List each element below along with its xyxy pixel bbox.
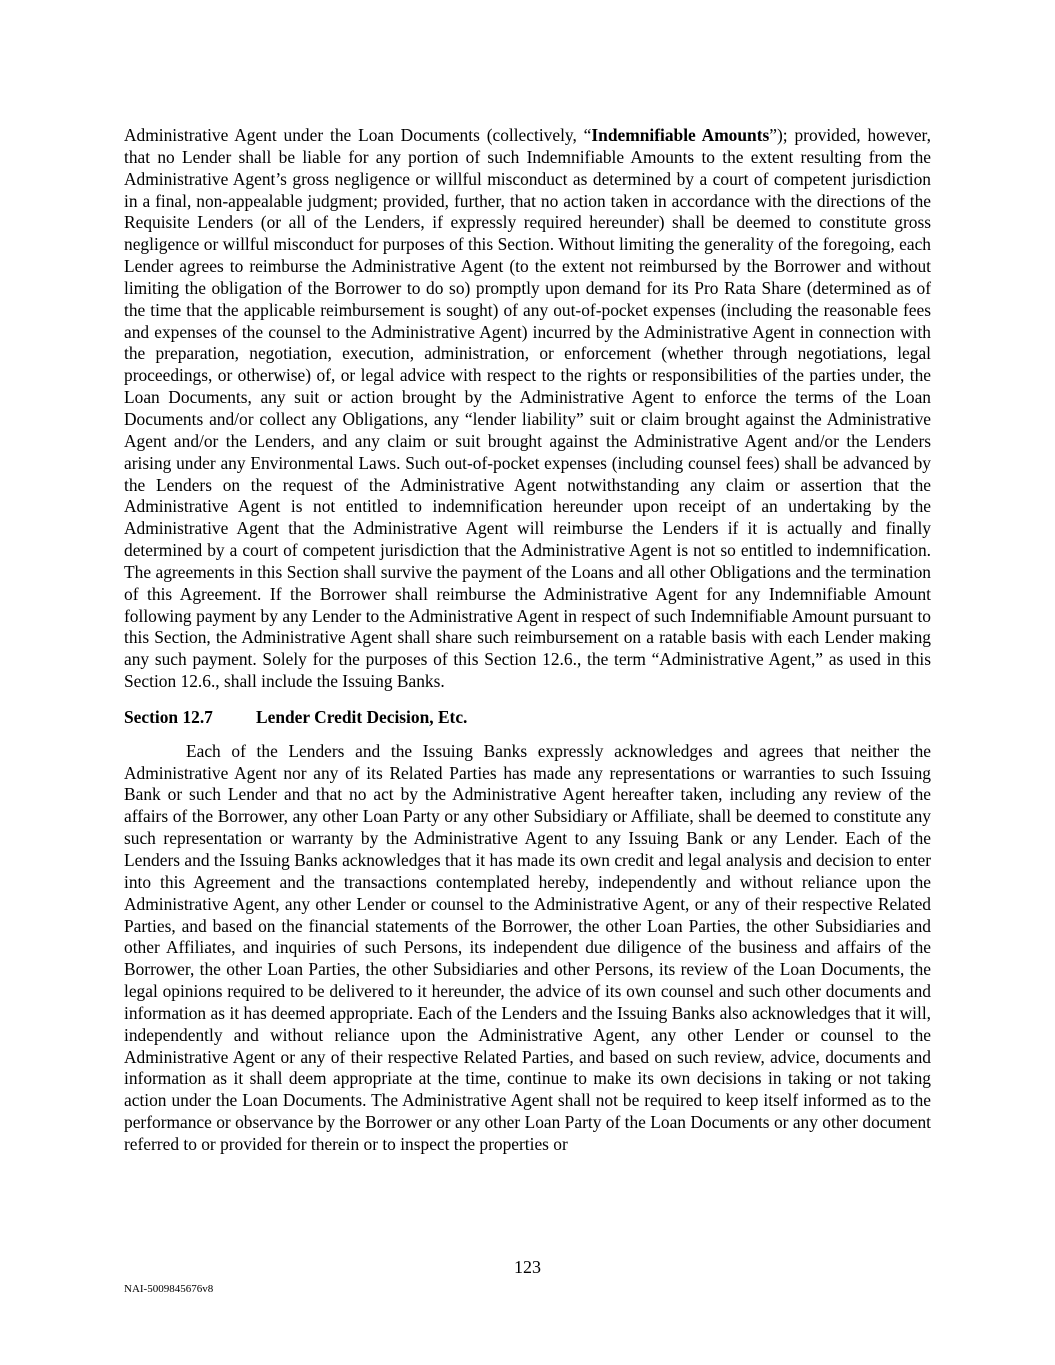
- section-number: Section 12.7: [124, 706, 213, 727]
- section-title: Lender Credit Decision, Etc.: [256, 706, 468, 727]
- defined-term-indemnifiable-amounts: Indemnifiable Amounts: [591, 125, 770, 145]
- page-number: 123: [514, 1257, 541, 1277]
- section-heading: [124, 707, 931, 729]
- paragraph-indemnification: [124, 125, 931, 693]
- paragraph-1-body-text: ”); provided, however, that no Lender shall be liable for any portion of such Indemnifiable Amounts to the extent resulting from the Administrative Agent’s gross negligence or willful misconduct as determined by a court of competent jurisdiction in a final, non-appealable judgment; provided, further, that no action taken in accordance with the directions of the Requisite Lenders (or all of the Lenders, if expressly required hereunder) shall be deemed to constitute gross negligence or willful misconduct for purposes of this Section. Without limiting the generality of the foregoing, each Lender agrees to reimburse the Administrative Agent (to the extent not reimbursed by the Borrower and without limiting the obligation of the Borrower to do so) promptly upon demand for its Pro Rata Share (determined as of the time that the applicable reimbursement is sought) of any out-of-pocket expenses (including the reasonable fees and expenses of the counsel to the Administrative Agent) incurred by the Administrative Agent in connection with the preparation, negotiation, execution, administration, or enforcement (whether through negotiations, legal proceedings, or otherwise) of, or legal advice with respect to the rights or responsibilities of the parties under, the Loan Documents, any suit or action brought by the Administrative Agent to enforce the terms of the Loan Documents and/or collect any Obligations, any “lender liability” suit or claim brought against the Administrative Agent and/or the Lenders, and any claim or suit brought against the Administrative Agent and/or the Lenders arising under any Environmental Laws. Such out-of-pocket expenses (including counsel fees) shall be advanced by the Lenders on the request of the Administrative Agent notwithstanding any claim or assertion that the Administrative Agent is not entitled to indemnification hereunder upon receipt of an undertaking by the Administrative Agent that the Administrative Agent will reimburse the Lenders if it is actually and finally determined by a court of competent jurisdiction that the Administrative Agent is not so entitled to indemnification. The agreements in this Section shall survive the payment of the Loans and all other Obligations and the termination of this Agreement. If the Borrower shall reimburse the Administrative Agent for any Indemnifiable Amount following payment by any Lender to the Administrative Agent in respect of such Indemnifiable Amount pursuant to this Section, the Administrative Agent shall share such reimbursement on a ratable basis with each Lender making any such payment. Solely for the purposes of this Section 12.6., the term “Administrative Agent,” as used in this Section 12.6., shall include the Issuing Banks.: [124, 125, 931, 692]
- document-id: NAI-5009845676v8: [124, 1283, 214, 1295]
- paragraph-1-lead-text: Administrative Agent under the Loan Documents (collectively, “: [124, 125, 592, 145]
- document-body: [124, 125, 931, 1156]
- paragraph-lender-credit-decision: Each of the Lenders and the Issuing Banks expressly acknowledges and agrees that neither the Administrative Agent nor any of its Related Parties has made any representations or warranties to such Issuing Bank or such Lender and that no act by the Administrative Agent hereafter taken, including any review of the affairs of the Borrower, any other Loan Party or any other Subsidiary or Affiliate, shall be deemed to constitute any such representation or warranty by the Administrative Agent to any Issuing Bank or any Lender. Each of the Lenders and the Issuing Banks acknowledges that it has made its own credit and legal analysis and decision to enter into this Agreement and the transactions contemplated hereby, independently and without reliance upon the Administrative Agent, any other Lender or counsel to the Administrative Agent, or any of their respective Related Parties, and based on the financial statements of the Borrower, the other Loan Parties, the other Subsidiaries and other Affiliates, and inquiries of such Persons, its independent due diligence of the business and affairs of the Borrower, the other Loan Parties, the other Subsidiaries and other Persons, its review of the Loan Documents, the legal opinions required to be delivered to it hereunder, the advice of its own counsel and such other documents and information as it has deemed appropriate. Each of the Lenders and the Issuing Banks also acknowledges that it will, independently and without reliance upon the Administrative Agent, any other Lender or counsel to the Administrative Agent or any of their respective Related Parties, and based on such review, advice, documents and information as it shall deem appropriate at the time, continue to make its own decisions in taking or not taking action under the Loan Documents. The Administrative Agent shall not be required to keep itself informed as to the performance or observance by the Borrower or any other Loan Party of the Loan Documents or any other document referred to or provided for therein or to inspect the properties or: [124, 740, 931, 1154]
